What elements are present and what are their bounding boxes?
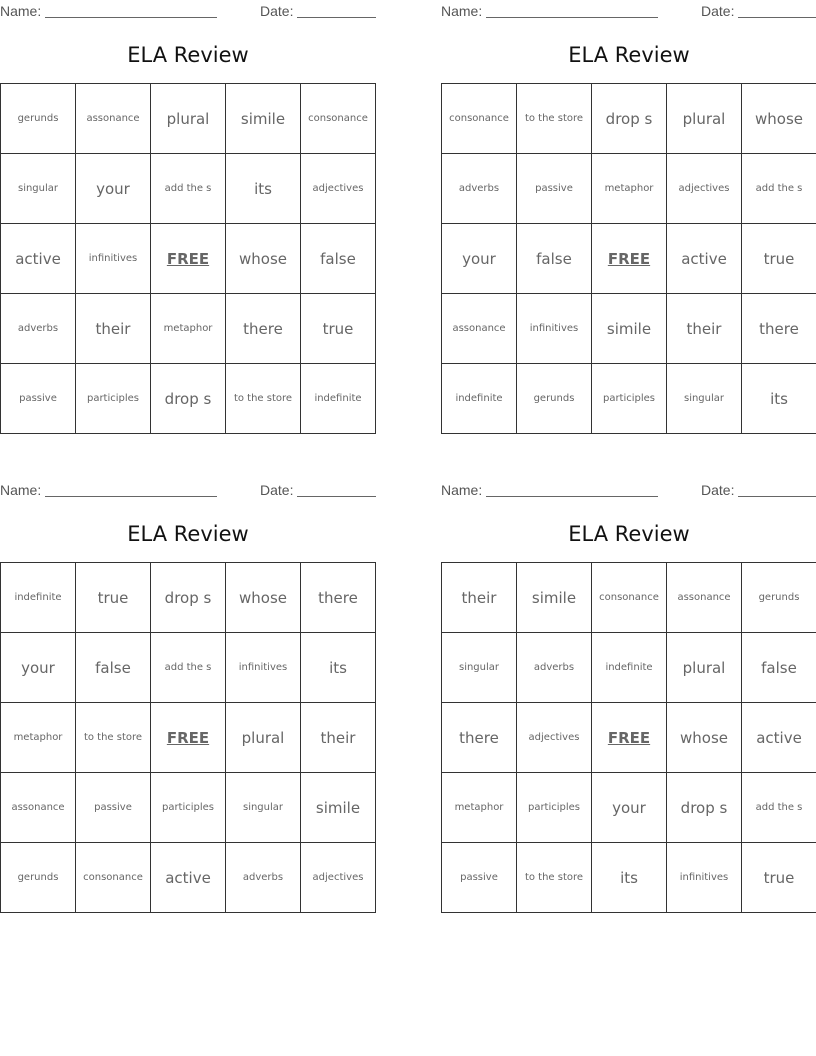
grid-row <box>442 563 816 633</box>
grid-row <box>442 84 816 154</box>
bingo-cell: consonance <box>301 84 376 154</box>
bingo-cell: their <box>442 563 517 633</box>
free-space-cell: FREE <box>151 703 226 773</box>
bingo-cell: drop s <box>667 773 742 843</box>
bingo-cell: drop s <box>151 364 226 434</box>
bingo-cell: infinitives <box>667 843 742 913</box>
bingo-cell: consonance <box>592 563 667 633</box>
bingo-cell: passive <box>76 773 151 843</box>
grid-row <box>1 703 376 773</box>
bingo-cell: participles <box>76 364 151 434</box>
grid-row <box>1 154 376 224</box>
name-date-header <box>0 2 376 20</box>
grid-row <box>1 364 376 434</box>
bingo-cell: consonance <box>442 84 517 154</box>
bingo-cell: adverbs <box>517 633 592 703</box>
grid-row <box>1 294 376 364</box>
date-label: Date: <box>260 482 294 498</box>
name-label: Name: <box>441 482 483 498</box>
bingo-cell: participles <box>517 773 592 843</box>
bingo-cell: its <box>592 843 667 913</box>
free-space-cell: FREE <box>592 224 667 294</box>
bingo-grid <box>441 562 816 913</box>
bingo-cell: passive <box>517 154 592 224</box>
bingo-cell: its <box>226 154 301 224</box>
bingo-card-4 <box>441 479 816 899</box>
bingo-cell: drop s <box>151 563 226 633</box>
grid-row <box>442 224 816 294</box>
bingo-card-3 <box>0 479 376 899</box>
bingo-cell: plural <box>226 703 301 773</box>
bingo-cell: singular <box>1 154 76 224</box>
grid-row <box>1 84 376 154</box>
bingo-cell: gerunds <box>1 84 76 154</box>
bingo-cell: indefinite <box>442 364 517 434</box>
bingo-cell: active <box>667 224 742 294</box>
grid-row <box>442 294 816 364</box>
bingo-cell: active <box>1 224 76 294</box>
bingo-cell: add the s <box>151 154 226 224</box>
free-space-cell: FREE <box>151 224 226 294</box>
bingo-cell: singular <box>226 773 301 843</box>
bingo-cell: adjectives <box>667 154 742 224</box>
bingo-cell: false <box>517 224 592 294</box>
bingo-cell: simile <box>301 773 376 843</box>
grid-row <box>1 563 376 633</box>
bingo-cell: whose <box>226 563 301 633</box>
grid-row <box>442 843 816 913</box>
bingo-cell: whose <box>226 224 301 294</box>
bingo-cell: simile <box>592 294 667 364</box>
bingo-cell: drop s <box>592 84 667 154</box>
bingo-cell: assonance <box>442 294 517 364</box>
name-blank-line <box>45 496 217 497</box>
bingo-cell: assonance <box>76 84 151 154</box>
grid-row <box>442 364 816 434</box>
bingo-cell: indefinite <box>1 563 76 633</box>
bingo-cell: whose <box>667 703 742 773</box>
bingo-cell: to the store <box>517 84 592 154</box>
bingo-grid <box>0 83 376 434</box>
bingo-cell: its <box>742 364 816 434</box>
bingo-cell: simile <box>517 563 592 633</box>
bingo-cell: false <box>76 633 151 703</box>
bingo-cell: plural <box>667 633 742 703</box>
bingo-cell: its <box>301 633 376 703</box>
bingo-cell: there <box>742 294 816 364</box>
bingo-cell: active <box>151 843 226 913</box>
bingo-cell: your <box>76 154 151 224</box>
date-blank-line <box>297 17 376 18</box>
bingo-cell: true <box>742 224 816 294</box>
bingo-cell: passive <box>1 364 76 434</box>
bingo-cell: to the store <box>76 703 151 773</box>
card-title: ELA Review <box>568 43 690 67</box>
bingo-cell: indefinite <box>592 633 667 703</box>
bingo-cell: whose <box>742 84 816 154</box>
bingo-cell: singular <box>667 364 742 434</box>
bingo-cell: their <box>667 294 742 364</box>
bingo-cell: add the s <box>742 154 816 224</box>
bingo-cell: your <box>442 224 517 294</box>
date-blank-line <box>738 496 816 497</box>
bingo-cell: active <box>742 703 816 773</box>
bingo-cell: to the store <box>517 843 592 913</box>
bingo-cell: adjectives <box>301 843 376 913</box>
bingo-cell: assonance <box>1 773 76 843</box>
grid-row <box>1 633 376 703</box>
bingo-cell: there <box>226 294 301 364</box>
name-label: Name: <box>441 3 483 19</box>
bingo-cell: their <box>301 703 376 773</box>
date-label: Date: <box>260 3 294 19</box>
bingo-cell: plural <box>667 84 742 154</box>
date-label: Date: <box>701 482 735 498</box>
bingo-cell: true <box>742 843 816 913</box>
name-label: Name: <box>0 482 42 498</box>
bingo-cell: metaphor <box>151 294 226 364</box>
bingo-cell: there <box>301 563 376 633</box>
bingo-cell: infinitives <box>226 633 301 703</box>
grid-row <box>1 773 376 843</box>
card-title: ELA Review <box>568 522 690 546</box>
bingo-cell: adverbs <box>226 843 301 913</box>
bingo-cell: infinitives <box>517 294 592 364</box>
bingo-cell: your <box>592 773 667 843</box>
bingo-cell: assonance <box>667 563 742 633</box>
grid-row <box>442 773 816 843</box>
bingo-card-1 <box>0 0 376 420</box>
name-date-header <box>0 481 376 499</box>
bingo-cell: passive <box>442 843 517 913</box>
bingo-cell: gerunds <box>1 843 76 913</box>
bingo-cell: singular <box>442 633 517 703</box>
bingo-cell: adjectives <box>517 703 592 773</box>
free-space-cell: FREE <box>592 703 667 773</box>
date-blank-line <box>297 496 376 497</box>
bingo-cell: gerunds <box>517 364 592 434</box>
bingo-grid <box>441 83 816 434</box>
bingo-cell: their <box>76 294 151 364</box>
card-title: ELA Review <box>127 522 249 546</box>
bingo-cell: adverbs <box>442 154 517 224</box>
bingo-cell: infinitives <box>76 224 151 294</box>
date-blank-line <box>738 17 816 18</box>
bingo-cell: adjectives <box>301 154 376 224</box>
grid-row <box>442 633 816 703</box>
bingo-cell: true <box>301 294 376 364</box>
bingo-cell: your <box>1 633 76 703</box>
grid-row <box>1 843 376 913</box>
bingo-cell: adverbs <box>1 294 76 364</box>
date-label: Date: <box>701 3 735 19</box>
grid-row <box>1 224 376 294</box>
name-label: Name: <box>0 3 42 19</box>
bingo-grid <box>0 562 376 913</box>
bingo-cell: false <box>742 633 816 703</box>
bingo-cell: participles <box>151 773 226 843</box>
name-blank-line <box>486 17 658 18</box>
name-blank-line <box>45 17 217 18</box>
grid-row <box>442 154 816 224</box>
bingo-cell: gerunds <box>742 563 816 633</box>
bingo-cell: add the s <box>742 773 816 843</box>
bingo-cell: there <box>442 703 517 773</box>
bingo-cell: add the s <box>151 633 226 703</box>
bingo-cell: true <box>76 563 151 633</box>
bingo-cell: simile <box>226 84 301 154</box>
name-blank-line <box>486 496 658 497</box>
bingo-cell: metaphor <box>1 703 76 773</box>
bingo-cell: plural <box>151 84 226 154</box>
bingo-cell: metaphor <box>592 154 667 224</box>
bingo-card-2 <box>441 0 816 420</box>
name-date-header <box>441 2 816 20</box>
card-title: ELA Review <box>127 43 249 67</box>
bingo-cell: participles <box>592 364 667 434</box>
bingo-cell: to the store <box>226 364 301 434</box>
bingo-cell: consonance <box>76 843 151 913</box>
bingo-cell: metaphor <box>442 773 517 843</box>
bingo-cell: false <box>301 224 376 294</box>
name-date-header <box>441 481 816 499</box>
grid-row <box>442 703 816 773</box>
bingo-cell: indefinite <box>301 364 376 434</box>
